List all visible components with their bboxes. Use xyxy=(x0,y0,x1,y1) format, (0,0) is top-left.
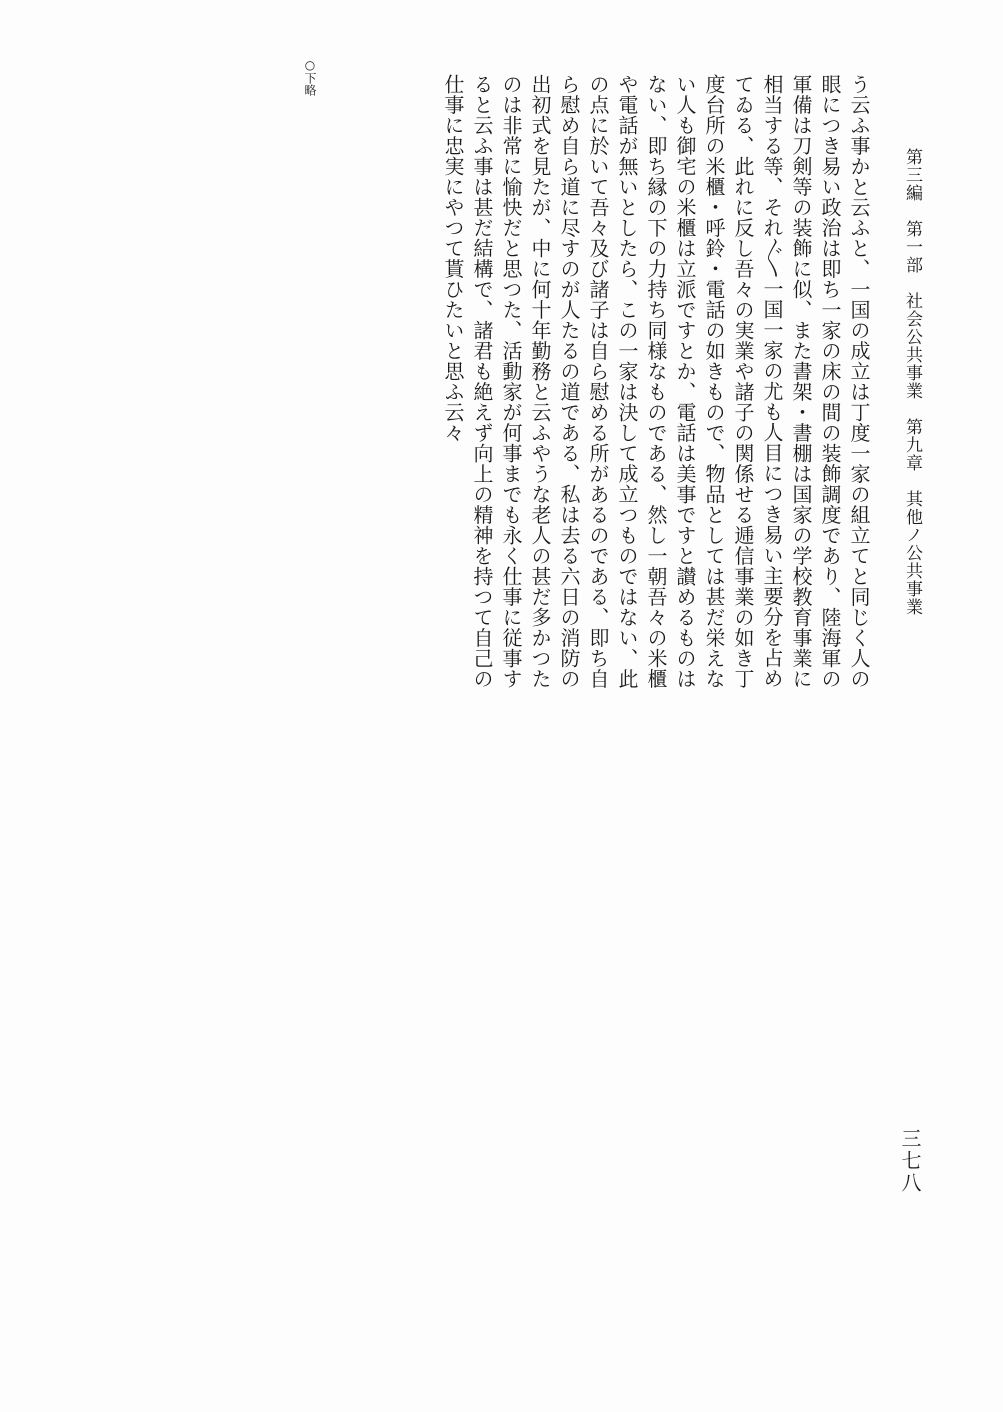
body-text xyxy=(438,74,873,689)
text-line: う云ふ事かと云ふと、一国の成立は丁度一家の組立てと同じく人の xyxy=(847,74,871,689)
text-line: 仕事に忠実にやつて貰ひたいと思ふ云々 xyxy=(441,74,465,443)
text-line: ると云ふ事は甚だ結構で、諸君も絶えず向上の精神を持つて自己の xyxy=(470,74,494,689)
text-line: のは非常に愉快だと思つた、活動家が何事までも永く仕事に従事す xyxy=(499,74,523,689)
omission-note: ○下略 xyxy=(303,58,317,96)
text-line: 眼につき易い政治は即ち一家の床の間の装飾調度であり、陸海軍の xyxy=(818,74,842,689)
text-line: や電話が無いとしたら、この一家は決して成立つものではない、此 xyxy=(615,74,639,689)
text-line: い人も御宅の米櫃は立派ですとか、電話は美事ですと讃めるものは xyxy=(673,74,697,689)
text-line: 軍備は刀剣等の装飾に似、また書架・書棚は国家の学校教育事業に xyxy=(789,74,813,689)
running-header: 第三編 第一部 社会公共事業 第九章 其他ノ公共事業 xyxy=(902,148,922,616)
text-line: ら慰め自ら道に尽すのが人たるの道である、私は去る六日の消防の xyxy=(557,74,581,689)
text-line: 出初式を見たが、中に何十年勤務と云ふやうな老人の甚だ多かつた xyxy=(528,74,552,689)
page-number: 三七八 xyxy=(898,1128,922,1194)
text-line: 相当する等、それ〲一国一家の尤も人目につき易い主要分を占め xyxy=(760,74,784,689)
text-line: 度台所の米櫃・呼鈴・電話の如きもので、物品としては甚だ栄えな xyxy=(702,74,726,689)
text-line: てゐる、此れに反し吾々の実業や諸子の関係せる逓信事業の如き丁 xyxy=(731,74,755,689)
text-line: の点に於いて吾々及び諸子は自ら慰める所があるのである、即ち自 xyxy=(586,74,610,689)
text-line: ない、即ち縁の下の力持ち同様なものである、然し一朝吾々の米櫃 xyxy=(644,74,668,689)
